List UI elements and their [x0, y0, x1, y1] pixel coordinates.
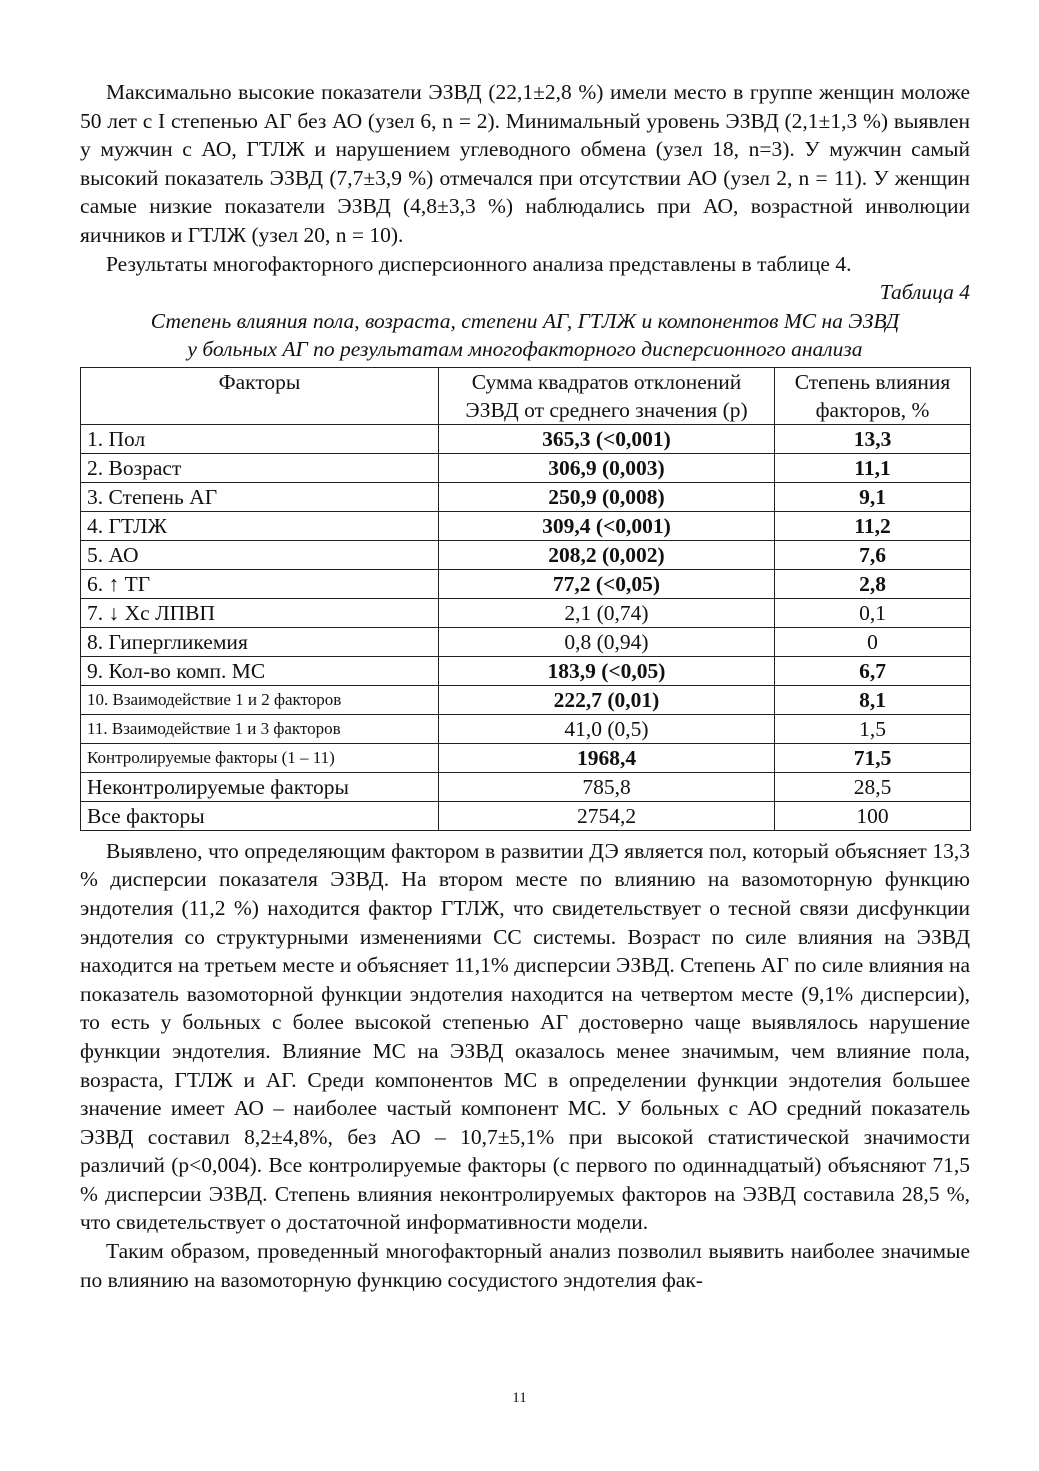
table-title [80, 307, 970, 363]
sum-cell: 41,0 (0,5) [439, 714, 775, 743]
sum-cell: 250,9 (0,008) [439, 482, 775, 511]
degree-cell: 2,8 [775, 569, 971, 598]
degree-cell: 11,2 [775, 511, 971, 540]
sum-cell: 0,8 (0,94) [439, 627, 775, 656]
factor-cell: 10. Взаимодействие 1 и 2 факторов [81, 685, 439, 714]
sum-cell: 77,2 (<0,05) [439, 569, 775, 598]
factor-cell: 11. Взаимодействие 1 и 3 факторов [81, 714, 439, 743]
sum-cell: 2,1 (0,74) [439, 598, 775, 627]
degree-cell: 8,1 [775, 685, 971, 714]
table-row [81, 482, 971, 511]
degree-cell: 11,1 [775, 453, 971, 482]
table-row [81, 453, 971, 482]
degree-cell: 0,1 [775, 598, 971, 627]
factor-cell: 7. ↓ Хс ЛПВП [81, 598, 439, 627]
sum-cell: 222,7 (0,01) [439, 685, 775, 714]
header-sum-squares [439, 367, 775, 424]
factor-cell: 4. ГТЛЖ [81, 511, 439, 540]
table-row [81, 540, 971, 569]
header-degree [775, 367, 971, 424]
table-title-line-1: Степень влияния пола, возраста, степени АГ, ГТЛЖ и компонентов МС на ЭЗВД [150, 308, 900, 333]
table-row [81, 772, 971, 801]
header-factors: Факторы [81, 367, 439, 424]
degree-cell: 9,1 [775, 482, 971, 511]
table-row [81, 598, 971, 627]
degree-cell: 100 [775, 801, 971, 830]
sum-cell: 1968,4 [439, 743, 775, 772]
factor-cell: 9. Кол-во комп. МС [81, 656, 439, 685]
header-sum-line-2: ЭЗВД от среднего значения (р) [465, 397, 748, 422]
paragraph-2: Результаты многофакторного дисперсионного анализа представлены в таблице 4. [106, 251, 852, 276]
factor-cell: 8. Гипергликемия [81, 627, 439, 656]
degree-cell: 6,7 [775, 656, 971, 685]
table-row [81, 424, 971, 453]
document-page [80, 78, 970, 1294]
sum-cell: 306,9 (0,003) [439, 453, 775, 482]
table-row [81, 801, 971, 830]
sum-cell: 2754,2 [439, 801, 775, 830]
table-row [81, 714, 971, 743]
degree-cell: 13,3 [775, 424, 971, 453]
factor-cell: 6. ↑ ТГ [81, 569, 439, 598]
table-row [81, 627, 971, 656]
sum-cell: 365,3 (<0,001) [439, 424, 775, 453]
header-degree-line-1: Степень влияния [794, 369, 951, 394]
factor-cell: Контролируемые факторы (1 – 11) [81, 743, 439, 772]
table-row [81, 656, 971, 685]
table-row [81, 685, 971, 714]
table-label: Таблица 4 [879, 280, 970, 305]
degree-cell: 0 [775, 627, 971, 656]
factor-cell: 2. Возраст [81, 453, 439, 482]
degree-cell: 71,5 [775, 743, 971, 772]
factor-cell: Неконтролируемые факторы [81, 772, 439, 801]
page-number: 11 [512, 1390, 527, 1406]
paragraph-4: Таким образом, проведенный многофакторный анализ позволил выявить наиболее значимые по влиянию на вазомоторную функцию сосудистого эндотелия фак- [80, 1239, 970, 1292]
sum-cell: 309,4 (<0,001) [439, 511, 775, 540]
table-title-line-2: у больных АГ по результатам многофакторного дисперсионного анализа [187, 336, 863, 361]
table-row [81, 569, 971, 598]
factor-cell: 5. АО [81, 540, 439, 569]
degree-cell: 28,5 [775, 772, 971, 801]
factor-cell: 3. Степень АГ [81, 482, 439, 511]
factors-table [80, 367, 971, 831]
paragraph-1: Максимально высокие показатели ЭЗВД (22,1±2,8 %) имели место в группе женщин моложе 50 лет с I степенью АГ без АО (узел 6, n = 2). Минимальный уровень ЭЗВД (2,1±1,3 %) выявлен у мужчин с АО, ГТЛЖ и нарушением углеводного обмена (узел 18, n=3). У мужчин самый высокий показатель ЭЗВД (7,7±3,9 %) отмечался при отсутствии АО (узел 2, n = 11). У женщин самые низкие показатели ЭЗВД (4,8±3,3 %) наблюдались при АО, возрастной инволюции яичников и ГТЛЖ (узел 20, n = 10). [80, 80, 970, 247]
table-header-row [81, 367, 971, 424]
factor-cell: Все факторы [81, 801, 439, 830]
degree-cell: 7,6 [775, 540, 971, 569]
table-row [81, 743, 971, 772]
sum-cell: 208,2 (0,002) [439, 540, 775, 569]
header-degree-line-2: факторов, % [815, 397, 930, 422]
paragraph-3: Выявлено, что определяющим фактором в развитии ДЭ является пол, который объясняет 13,3 % дисперсии показателя ЭЗВД. На втором месте по влиянию на вазомоторную функцию эндотелия (11,2 %) находится фактор ГТЛЖ, что свидетельствует о тесной связи дисфункции эндотелия со структурными изменениями СС системы. Возраст по силе влияния на ЭЗВД находится на третьем месте и объясняет 11,1% дисперсии ЭЗВД. Степень АГ по силе влияния на показатель вазомоторной функции эндотелия находится на четвертом месте (9,1% дисперсии), то есть у больных с более высокой степенью АГ достоверно чаще выявлялось нарушение функции эндотелия. Влияние МС на ЭЗВД оказалось менее значимым, чем влияние пола, возраста, ГТЛЖ и АГ. Среди компонентов МС в определении функции эндотелия большее значение имеет АО – наиболее частый компонент МС. У больных с АО средний показатель ЭЗВД составил 8,2±4,8%, без АО – 10,7±5,1% при высокой статистической значимости различий (p<0,004). Все контролируемые факторы (с первого по одиннадцатый) объясняют 71,5 % дисперсии ЭЗВД. Степень влияния неконтролируемых факторов на ЭЗВД составила 28,5 %, что свидетельствует о достаточной информативности модели. [80, 838, 970, 1235]
table-row [81, 511, 971, 540]
degree-cell: 1,5 [775, 714, 971, 743]
sum-cell: 785,8 [439, 772, 775, 801]
factor-cell: 1. Пол [81, 424, 439, 453]
header-sum-line-1: Сумма квадратов отклонений [471, 369, 742, 394]
sum-cell: 183,9 (<0,05) [439, 656, 775, 685]
